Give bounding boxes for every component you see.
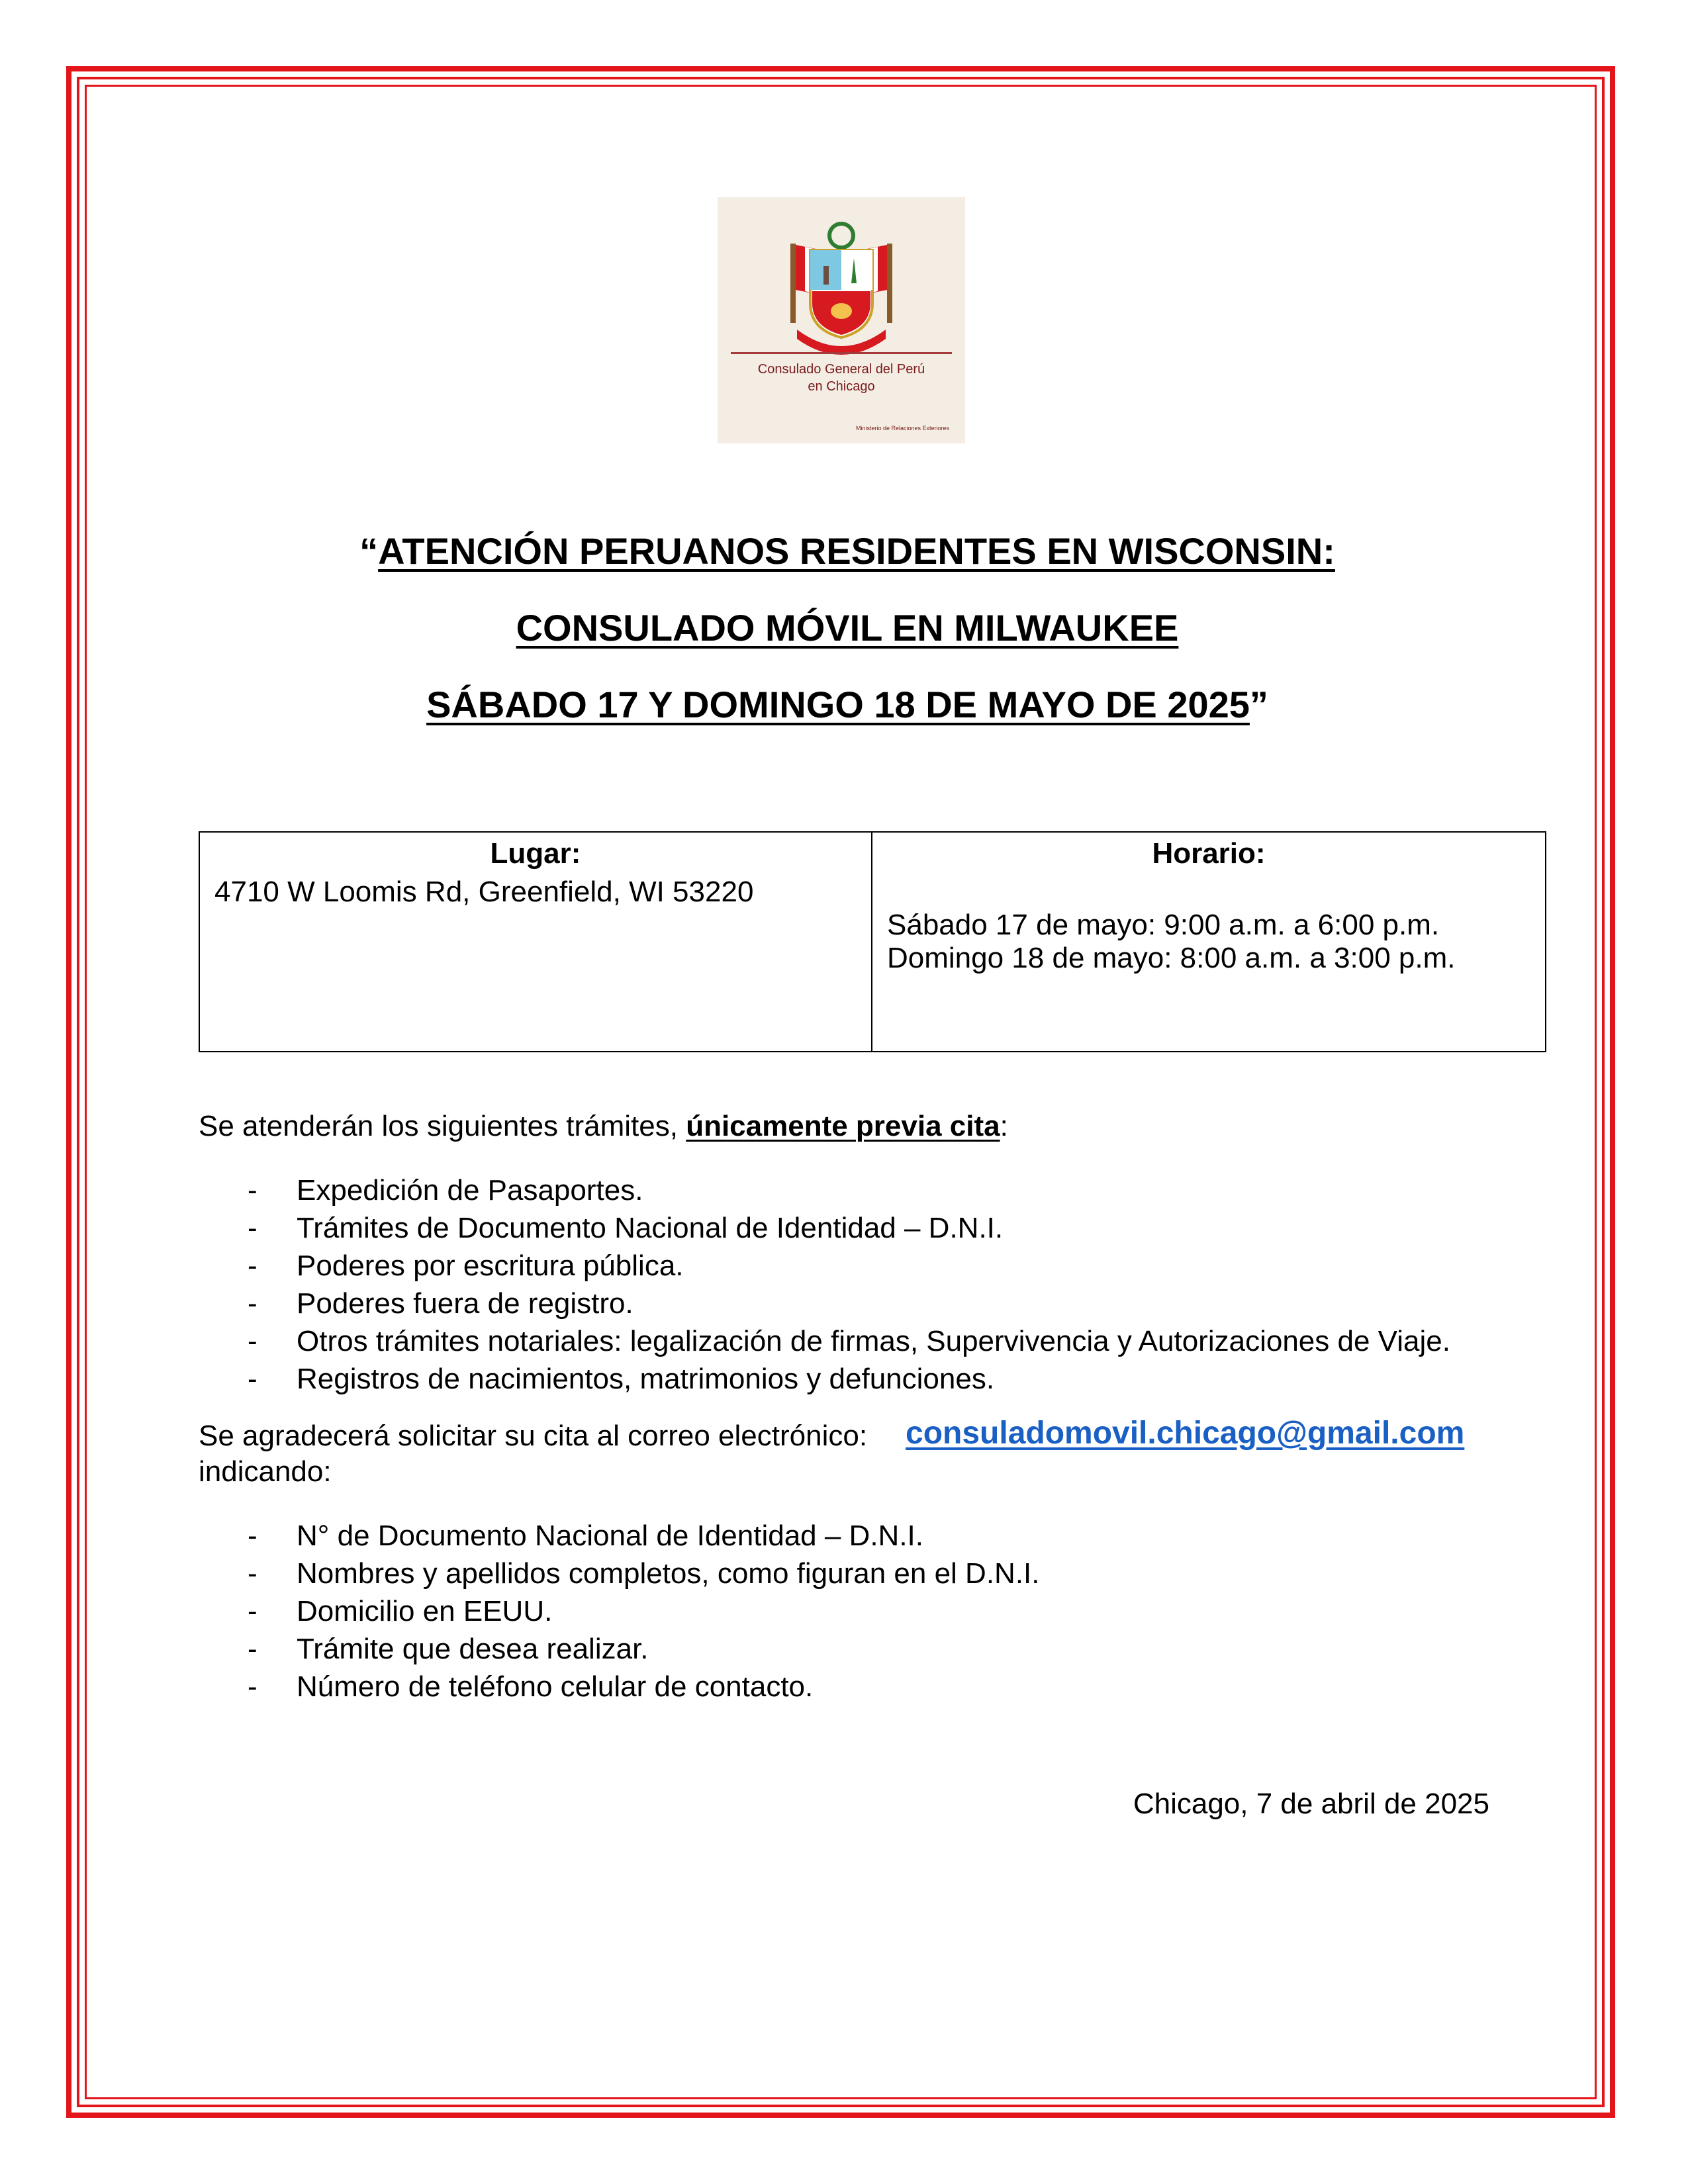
procedures-intro-emphasis: únicamente previa cita (686, 1110, 1000, 1142)
procedures-intro-colon: : (1000, 1110, 1008, 1142)
list-item-text: Trámites de Documento Nacional de Identidad – D.N.I. (297, 1212, 1004, 1244)
list-item (0, 1209, 1450, 1247)
logo-footer-text: Ministerio de Relaciones Exteriores (855, 425, 949, 432)
list-item (0, 1630, 1040, 1668)
procedures-intro-text: Se atenderán los siguientes trámites, (199, 1110, 686, 1142)
place-header: Lugar: (490, 837, 581, 870)
title-line-1 (199, 529, 1496, 573)
list-marker: - (248, 1557, 258, 1590)
date-line: Chicago, 7 de abril de 2025 (1133, 1788, 1489, 1820)
list-marker: - (248, 1520, 258, 1552)
schedule-sunday: Domingo 18 de mayo: 8:00 a.m. a 3:00 p.m. (887, 942, 1456, 974)
list-marker: - (248, 1212, 258, 1244)
list-item-text: Registros de nacimientos, matrimonios y defunciones. (297, 1363, 995, 1395)
title-line-1-text: ATENCIÓN PERUANOS RESIDENTES EN WISCONSIN: (378, 530, 1335, 572)
logo-title-line1: Consulado General del Perú (757, 362, 925, 377)
schedule-header: Horario: (1152, 837, 1266, 870)
list-item-text: Poderes fuera de registro. (297, 1287, 633, 1320)
list-item-text: Poderes por escritura pública. (297, 1250, 684, 1282)
list-item-text: Nombres y apellidos completos, como figuran en el D.N.I. (297, 1557, 1040, 1590)
title-close-quote: ” (1249, 684, 1268, 725)
list-item (0, 1592, 1040, 1630)
list-item-text: N° de Documento Nacional de Identidad – D.N.I. (297, 1520, 924, 1552)
place-address: 4710 W Loomis Rd, Greenfield, WI 53220 (214, 876, 754, 908)
consulate-logo (718, 197, 965, 443)
list-marker: - (248, 1633, 258, 1665)
list-item (0, 1668, 1040, 1706)
schedule-saturday: Sábado 17 de mayo: 9:00 a.m. a 6:00 p.m. (887, 909, 1440, 941)
list-item (0, 1322, 1450, 1360)
email-link[interactable]: consuladomovil.chicago@gmail.com (906, 1416, 1465, 1451)
list-item (0, 1285, 1450, 1322)
title-line-3-text: SÁBADO 17 Y DOMINGO 18 DE MAYO DE 2025 (426, 684, 1250, 725)
coat-of-arms-icon (718, 197, 965, 443)
list-item (0, 1517, 1040, 1555)
list-marker: - (248, 1174, 258, 1206)
list-marker: - (248, 1325, 258, 1357)
appointment-indicating: indicando: (199, 1455, 332, 1488)
title-line-2-text: CONSULADO MÓVIL EN MILWAUKEE (516, 607, 1179, 649)
list-item (0, 1555, 1040, 1592)
list-item-text: Trámite que desea realizar. (297, 1633, 649, 1665)
appointment-request-text: Se agradecerá solicitar su cita al correo electrónico: (199, 1420, 868, 1452)
list-item-text: Expedición de Pasaportes. (297, 1174, 643, 1206)
list-item (0, 1360, 1450, 1398)
list-item-text: Otros trámites notariales: legalización de firmas, Supervivencia y Autorizaciones de Viaje. (297, 1325, 1450, 1357)
procedures-list (0, 1171, 1450, 1398)
info-table (199, 831, 1546, 1052)
list-item (0, 1171, 1450, 1209)
requirements-list (0, 1517, 1040, 1706)
place-cell (200, 833, 872, 1051)
list-marker: - (248, 1670, 258, 1703)
list-item (0, 1247, 1450, 1285)
schedule-cell (872, 833, 1545, 1051)
title-line-2 (199, 606, 1496, 650)
list-marker: - (248, 1287, 258, 1320)
list-item-text: Número de teléfono celular de contacto. (297, 1670, 814, 1703)
list-marker: - (248, 1250, 258, 1282)
list-marker: - (248, 1595, 258, 1627)
title-line-3 (199, 683, 1496, 727)
logo-title-line2: en Chicago (808, 379, 875, 394)
procedures-intro (199, 1109, 1008, 1144)
list-marker: - (248, 1363, 258, 1395)
title-open-quote: “ (359, 530, 379, 572)
list-item-text: Domicilio en EEUU. (297, 1595, 553, 1627)
